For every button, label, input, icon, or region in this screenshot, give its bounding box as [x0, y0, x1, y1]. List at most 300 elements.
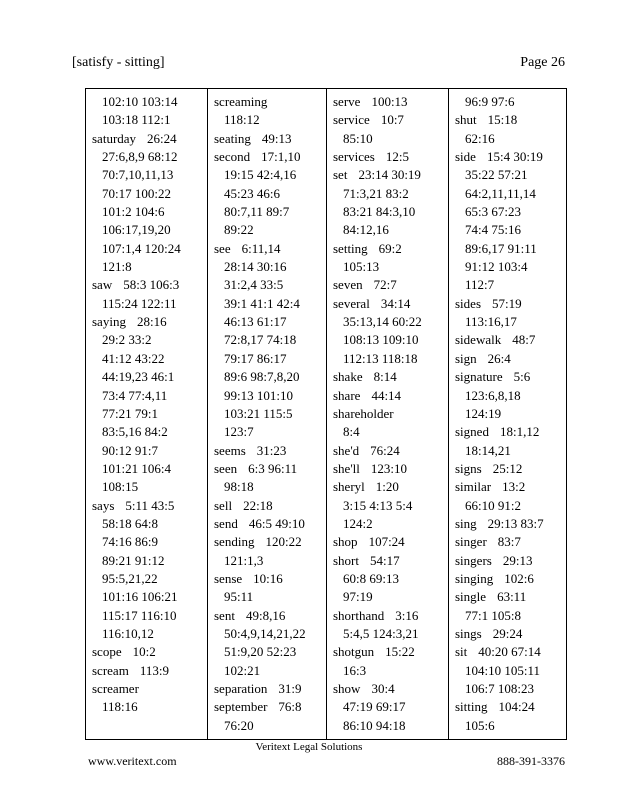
index-entry: [455, 643, 564, 661]
index-word: sell: [214, 497, 233, 513]
index-column-2: [208, 89, 327, 739]
index-references: 50:4,9,14,21,22: [224, 625, 306, 641]
index-references: 62:16: [465, 130, 495, 146]
index-entry-continuation: [333, 515, 446, 533]
index-entry: [214, 442, 324, 460]
index-column-3: [327, 89, 449, 739]
index-entry-continuation: [92, 295, 205, 313]
index-references: 70:7,10,11,13: [102, 167, 174, 183]
index-word: service: [333, 112, 370, 128]
index-references: 12:5: [385, 149, 409, 165]
index-references: 76:20: [224, 717, 254, 733]
index-entry-continuation: [92, 368, 205, 386]
page-header: [72, 55, 565, 71]
index-word: set: [333, 167, 348, 183]
index-entry: [333, 533, 446, 551]
index-entry: [455, 515, 564, 533]
index-entry-continuation: [333, 662, 446, 680]
index-entry-continuation: [92, 185, 205, 203]
index-entry-continuation: [333, 497, 446, 515]
index-entry: [333, 111, 446, 129]
index-word: seven: [333, 277, 363, 293]
index-entry: [455, 552, 564, 570]
index-entry: [214, 497, 324, 515]
index-references: 105:13: [343, 259, 380, 275]
index-references: 69:2: [378, 240, 402, 256]
index-references: 83:5,16 84:2: [102, 424, 168, 440]
index-entry-continuation: [455, 240, 564, 258]
index-entry: [455, 350, 564, 368]
index-references: 77:21 79:1: [102, 405, 158, 421]
index-word: screamer: [92, 681, 139, 696]
index-word: second: [214, 149, 251, 165]
index-references: 101:16 106:21: [102, 589, 178, 605]
index-references: 3:15 4:13 5:4: [343, 497, 413, 513]
index-references: 41:12 43:22: [102, 350, 165, 366]
index-entry: [333, 93, 446, 111]
index-references: 106:17,19,20: [102, 222, 171, 238]
index-entry-continuation: [92, 111, 205, 129]
index-entry-continuation: [92, 350, 205, 368]
index-references: 86:10 94:18: [343, 717, 406, 733]
index-word: sheryl: [333, 479, 365, 495]
index-references: 108:13 109:10: [343, 332, 419, 348]
index-references: 102:6: [504, 570, 534, 586]
index-references: 123:10: [370, 460, 408, 476]
footer-website: www.veritext.com: [88, 754, 177, 768]
index-entry-continuation: [333, 625, 446, 643]
index-entry-continuation: [455, 93, 564, 111]
index-entry: [333, 240, 446, 258]
index-entry-continuation: [214, 276, 324, 294]
index-references: 83:21 84:3,10: [343, 204, 416, 220]
index-references: 10:2: [132, 644, 156, 660]
index-word: signed: [455, 424, 489, 440]
index-references: 10:7: [380, 112, 404, 128]
index-entry-continuation: [455, 680, 564, 698]
index-entry: [455, 478, 564, 496]
index-entry-continuation: [214, 717, 324, 735]
index-column-1: [86, 89, 208, 739]
index-word: shut: [455, 112, 477, 128]
index-word: send: [214, 515, 238, 531]
index-word: shareholder: [333, 405, 394, 421]
index-references: 102:21: [224, 662, 261, 678]
index-entry-continuation: [455, 442, 564, 460]
index-references: 124:19: [465, 405, 502, 421]
index-entry-continuation: [455, 405, 564, 423]
index-references: 91:12 103:4: [465, 259, 528, 275]
index-word: sides: [455, 295, 481, 311]
index-entry-continuation: [92, 552, 205, 570]
index-entry: [333, 295, 446, 313]
index-references: 89:6,17 91:11: [465, 240, 537, 256]
index-references: 48:7: [512, 332, 536, 348]
index-word: seating: [214, 130, 251, 146]
index-entry: [214, 460, 324, 478]
index-references: 124:2: [343, 515, 373, 531]
index-entry: [214, 680, 324, 698]
index-entry-continuation: [92, 442, 205, 460]
index-references: 29:13: [502, 552, 533, 568]
index-references: 113:9: [139, 662, 169, 678]
index-entry-continuation: [92, 240, 205, 258]
index-entry: [333, 166, 446, 184]
index-word: seems: [214, 442, 246, 458]
index-references: 89:6 98:7,8,20: [224, 369, 300, 385]
index-entry: [92, 643, 205, 661]
index-entry-continuation: [214, 350, 324, 368]
index-references: 105:6: [465, 717, 495, 733]
index-references: 100:13: [371, 94, 408, 109]
index-references: 29:13 83:7: [487, 515, 544, 531]
index-word: saturday: [92, 130, 137, 146]
index-entry: [455, 698, 564, 716]
index-references: 79:17 86:17: [224, 350, 287, 366]
index-references: 85:10: [343, 130, 373, 146]
index-references: 71:3,21 83:2: [343, 185, 409, 201]
index-entry-continuation: [333, 570, 446, 588]
index-entry-continuation: [92, 203, 205, 221]
index-word: sent: [214, 607, 235, 623]
index-entry: [333, 387, 446, 405]
index-references: 49:13: [261, 130, 292, 146]
index-entry-continuation: [92, 533, 205, 551]
index-entry: [333, 643, 446, 661]
index-entry-continuation: [92, 460, 205, 478]
index-entry-continuation: [214, 331, 324, 349]
index-word: september: [214, 699, 268, 715]
index-entry-continuation: [214, 387, 324, 405]
index-references: 60:8 69:13: [343, 570, 399, 586]
index-references: 112:13 118:18: [343, 350, 418, 366]
index-entry-continuation: [455, 313, 564, 331]
index-entry: [455, 533, 564, 551]
index-entry-continuation: [214, 111, 324, 129]
index-word: singers: [455, 552, 492, 568]
index-references: 35:13,14 60:22: [343, 314, 422, 330]
index-references: 44:14: [371, 387, 402, 403]
index-references: 95:5,21,22: [102, 570, 158, 586]
index-references: 10:16: [253, 570, 283, 586]
index-word: signs: [455, 460, 482, 476]
index-references: 66:10 91:2: [465, 497, 521, 513]
index-references: 118:16: [102, 699, 138, 715]
index-entry: [92, 130, 205, 148]
index-references: 65:3 67:23: [465, 204, 521, 220]
index-references: 120:22: [265, 534, 302, 550]
index-entry: [214, 148, 324, 166]
index-entry: [214, 515, 324, 533]
index-references: 57:19: [492, 295, 522, 311]
index-word: she'll: [333, 460, 360, 476]
index-references: 34:14: [380, 295, 411, 311]
index-word: singer: [455, 534, 487, 550]
index-entry-continuation: [214, 203, 324, 221]
index-entry: [455, 148, 564, 166]
index-entry: [214, 240, 324, 258]
index-references: 72:8,17 74:18: [224, 332, 297, 348]
index-references: 45:23 46:6: [224, 185, 280, 201]
index-references: 113:16,17: [465, 314, 517, 330]
index-entry-continuation: [92, 166, 205, 184]
index-entry-continuation: [92, 607, 205, 625]
index-references: 29:2 33:2: [102, 332, 152, 348]
index-references: 25:12: [492, 460, 523, 476]
index-references: 27:6,8,9 68:12: [102, 149, 178, 165]
index-references: 8:4: [343, 424, 360, 440]
index-word: scope: [92, 644, 122, 660]
index-references: 6:3 96:11: [248, 460, 298, 476]
index-word: shake: [333, 369, 363, 385]
index-entry: [214, 533, 324, 551]
index-references: 18:1,12: [499, 424, 540, 440]
index-entry-continuation: [455, 130, 564, 148]
index-entry-continuation: [214, 478, 324, 496]
index-references: 95:11: [224, 589, 254, 605]
index-references: 46:5 49:10: [248, 515, 305, 531]
index-entry: [92, 680, 205, 698]
word-index-table: [85, 88, 567, 740]
index-entry: [455, 111, 564, 129]
index-entry-continuation: [214, 662, 324, 680]
index-references: 31:2,4 33:5: [224, 277, 284, 293]
index-word: signature: [455, 369, 503, 385]
index-references: 44:19,23 46:1: [102, 369, 175, 385]
index-word: separation: [214, 681, 268, 696]
index-word: saw: [92, 277, 113, 293]
index-references: 83:7: [497, 534, 521, 550]
index-references: 107:1,4 120:24: [102, 240, 181, 256]
index-references: 74:16 86:9: [102, 534, 158, 550]
index-references: 47:19 69:17: [343, 699, 406, 715]
index-entry-continuation: [455, 717, 564, 735]
index-references: 77:1 105:8: [465, 607, 521, 623]
index-references: 123:7: [224, 424, 254, 440]
index-entry-continuation: [214, 295, 324, 313]
index-references: 112:7: [465, 277, 495, 293]
index-word: single: [455, 589, 487, 605]
index-word: sit: [455, 644, 468, 660]
index-references: 35:22 57:21: [465, 167, 528, 183]
index-references: 5:6: [513, 369, 531, 385]
index-references: 5:11 43:5: [125, 497, 175, 513]
index-references: 101:2 104:6: [102, 204, 165, 220]
index-entry-continuation: [92, 588, 205, 606]
index-entry-continuation: [214, 258, 324, 276]
index-references: 28:14 30:16: [224, 259, 287, 275]
index-entry: [333, 552, 446, 570]
index-references: 90:12 91:7: [102, 442, 158, 458]
index-word: sign: [455, 350, 477, 366]
index-references: 101:21 106:4: [102, 460, 171, 476]
index-references: 118:12: [224, 112, 260, 128]
index-references: 76:24: [370, 442, 400, 458]
index-entry-continuation: [333, 588, 446, 606]
index-entry-continuation: [214, 552, 324, 570]
index-entry-continuation: [333, 203, 446, 221]
index-entry-continuation: [333, 698, 446, 716]
index-references: 64:2,11,11,14: [465, 185, 536, 201]
index-entry: [214, 698, 324, 716]
index-entry: [92, 313, 205, 331]
index-references: 23:14 30:19: [358, 167, 421, 183]
index-word: sing: [455, 515, 477, 531]
index-word: saying: [92, 314, 126, 330]
index-entry: [333, 478, 446, 496]
index-references: 73:4 77:4,11: [102, 387, 168, 403]
index-word: shotgun: [333, 644, 375, 660]
index-entry: [455, 625, 564, 643]
index-word: short: [333, 552, 359, 568]
index-references: 70:17 100:22: [102, 185, 171, 201]
index-word: sending: [214, 534, 255, 550]
index-entry: [455, 570, 564, 588]
index-entry: [333, 368, 446, 386]
index-entry: [455, 331, 564, 349]
index-references: 30:4: [371, 681, 395, 696]
index-references: 15:4 30:19: [486, 149, 543, 165]
index-references: 76:8: [278, 699, 302, 715]
index-word: seen: [214, 460, 238, 476]
page-number-label: Page 26: [520, 55, 565, 70]
index-entry: [455, 368, 564, 386]
index-references: 49:8,16: [245, 607, 286, 623]
index-word: sings: [455, 625, 482, 641]
index-references: 115:17 116:10: [102, 607, 177, 623]
index-entry-continuation: [455, 166, 564, 184]
index-references: 13:2: [502, 479, 526, 495]
index-references: 98:18: [224, 479, 254, 495]
index-entry-continuation: [92, 423, 205, 441]
index-entry-continuation: [333, 221, 446, 239]
index-references: 19:15 42:4,16: [224, 167, 297, 183]
index-references: 5:4,5 124:3,21: [343, 625, 419, 641]
index-entry: [214, 607, 324, 625]
index-entry-continuation: [333, 130, 446, 148]
index-entry-continuation: [214, 405, 324, 423]
index-references: 74:4 75:16: [465, 222, 521, 238]
index-entry-continuation: [333, 331, 446, 349]
index-entry-continuation: [455, 387, 564, 405]
index-entry-continuation: [455, 607, 564, 625]
index-entry: [455, 423, 564, 441]
index-references: 123:6,8,18: [465, 387, 521, 403]
index-references: 107:24: [368, 534, 405, 550]
index-word: she'd: [333, 442, 360, 458]
index-entry-continuation: [455, 497, 564, 515]
index-entry: [455, 588, 564, 606]
index-references: 96:9 97:6: [465, 94, 515, 109]
index-word: says: [92, 497, 115, 513]
index-references: 1:20: [375, 479, 399, 495]
index-entry-continuation: [333, 313, 446, 331]
index-references: 8:14: [373, 369, 397, 385]
index-references: 115:24 122:11: [102, 295, 177, 311]
page-footer: [88, 754, 565, 768]
index-references: 89:21 91:12: [102, 552, 165, 568]
index-word: similar: [455, 479, 492, 495]
index-references: 18:14,21: [465, 442, 511, 458]
index-word: serve: [333, 94, 361, 109]
index-word: screaming: [214, 94, 268, 109]
index-entry: [214, 130, 324, 148]
index-entry-continuation: [92, 625, 205, 643]
index-entry-continuation: [92, 331, 205, 349]
index-entry-continuation: [92, 387, 205, 405]
index-entry: [92, 276, 205, 294]
index-entry-continuation: [333, 423, 446, 441]
index-word: several: [333, 295, 370, 311]
index-references: 121:8: [102, 259, 132, 275]
index-references: 116:10,12: [102, 625, 154, 641]
index-references: 31:9: [278, 681, 302, 696]
index-word: share: [333, 387, 361, 403]
index-entry-continuation: [214, 643, 324, 661]
index-references: 102:10 103:14: [102, 94, 178, 109]
index-entry: [333, 607, 446, 625]
index-word: shop: [333, 534, 358, 550]
index-references: 84:12,16: [343, 222, 389, 238]
index-entry: [214, 570, 324, 588]
index-references: 103:18 112:1: [102, 112, 171, 128]
index-references: 22:18: [243, 497, 273, 513]
index-entry: [333, 442, 446, 460]
footer-company-name: Veritext Legal Solutions: [255, 741, 363, 753]
index-references: 97:19: [343, 589, 373, 605]
index-references: 108:15: [102, 479, 139, 495]
word-range-label: [satisfy - sitting]: [72, 55, 165, 70]
index-entry-continuation: [455, 221, 564, 239]
index-entry-continuation: [455, 276, 564, 294]
index-references: 31:23: [256, 442, 287, 458]
index-entry-continuation: [333, 185, 446, 203]
index-references: 46:13 61:17: [224, 314, 287, 330]
index-word: singing: [455, 570, 494, 586]
index-entry-continuation: [455, 185, 564, 203]
index-references: 26:4: [487, 350, 511, 366]
index-references: 106:7 108:23: [465, 681, 534, 696]
index-entry: [455, 295, 564, 313]
index-entry-continuation: [92, 515, 205, 533]
index-references: 39:1 41:1 42:4: [224, 295, 300, 311]
index-entry-continuation: [455, 203, 564, 221]
index-references: 80:7,11 89:7: [224, 204, 290, 220]
index-word: services: [333, 149, 375, 165]
index-references: 58:18 64:8: [102, 515, 158, 531]
index-references: 104:10 105:11: [465, 662, 540, 678]
index-word: sidewalk: [455, 332, 502, 348]
index-entry-continuation: [455, 662, 564, 680]
index-entry: [214, 93, 324, 111]
index-word: sense: [214, 570, 243, 586]
index-entry-continuation: [333, 350, 446, 368]
index-references: 3:16: [395, 607, 419, 623]
index-entry-continuation: [92, 478, 205, 496]
index-entry-continuation: [92, 405, 205, 423]
index-references: 17:1,10: [261, 149, 301, 165]
index-references: 6:11,14: [241, 240, 281, 256]
index-entry-continuation: [214, 423, 324, 441]
footer-phone: 888-391-3376: [497, 754, 565, 768]
index-references: 40:20 67:14: [478, 644, 541, 660]
index-entry-continuation: [214, 221, 324, 239]
index-entry-continuation: [214, 588, 324, 606]
index-references: 89:22: [224, 222, 254, 238]
index-entry: [333, 460, 446, 478]
index-word: scream: [92, 662, 129, 678]
index-references: 26:24: [147, 130, 177, 146]
